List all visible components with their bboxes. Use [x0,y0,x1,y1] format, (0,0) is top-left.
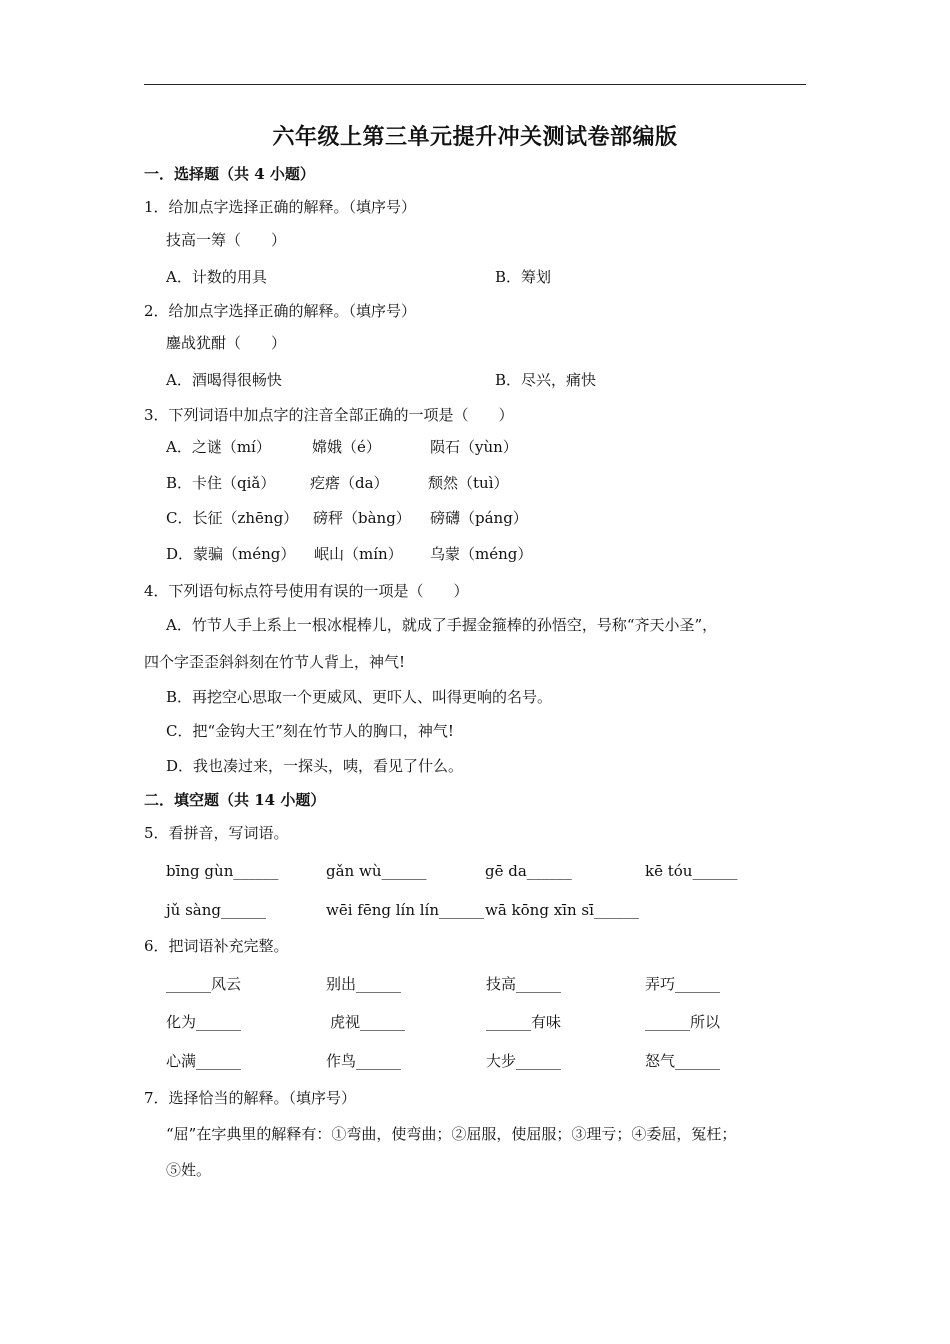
pinyin-blank: jǔ sàng______ [166,901,266,919]
pinyin-blank: bīng gùn______ [166,862,279,880]
idiom-blank: 作鸟______ [326,1052,402,1070]
question-4-stem: 4．下列语句标点符号使用有误的一项是（ ） [144,582,469,600]
question-4-option-a-line1: A．竹节人手上系上一根冰棍棒儿，就成了手握金箍棒的孙悟空，号称“齐天小圣”， [166,616,718,634]
question-3-option-c-2: 磅秤（bàng） [313,509,411,527]
question-3-option-d-1: D．蒙骗（méng） [166,545,296,563]
idiom-blank: 弄巧______ [645,975,721,993]
header-rule [144,84,806,85]
question-3-option-b-3: 颓然（tuì） [428,474,509,492]
idiom-blank: 化为______ [166,1013,242,1031]
question-7-definition-line1: “屈”在字典里的解释有：①弯曲，使弯曲；②屈服，使屈服；③理亏；④委屈，冤枉； [166,1125,737,1143]
idiom-blank: 怒气______ [645,1052,721,1070]
question-2-stem: 2．给加点字选择正确的解释。（填序号） [144,302,417,320]
question-7-definition-line2: ⑤姓。 [166,1161,212,1179]
idiom-blank: 虎视______ [330,1013,406,1031]
idiom-blank: 别出______ [326,975,402,993]
pinyin-blank: gǎn wù______ [326,862,427,880]
question-3-option-a-1: A．之谜（mí） [166,438,271,456]
question-3-stem: 3．下列词语中加点字的注音全部正确的一项是（ ） [144,406,514,424]
question-3-option-b-2: 疙瘩（da） [310,474,389,492]
question-6-stem: 6．把词语补充完整。 [144,937,289,955]
question-3-option-a-3: 陨石（yùn） [430,438,518,456]
pinyin-blank: wēi fēng lín lín______ [326,901,485,919]
question-1-option-a: A．计数的用具 [166,268,267,286]
idiom-blank: 技高______ [486,975,562,993]
pinyin-blank: kē tóu______ [645,862,738,880]
question-3-option-b-1: B．卡住（qiǎ） [166,474,276,492]
question-4-option-a-line2: 四个字歪歪斜斜刻在竹节人背上，神气! [144,653,406,671]
question-2-option-b: B．尽兴，痛快 [495,371,597,389]
question-1-stem: 1．给加点字选择正确的解释。（填序号） [144,198,417,216]
question-2-item: 鏖战犹酣（ ） [166,334,287,352]
question-2-option-a: A．酒喝得很畅快 [166,371,282,389]
idiom-blank: 心满______ [166,1052,242,1070]
idiom-blank: ______所以 [645,1013,721,1031]
idiom-blank: ______有味 [486,1013,562,1031]
question-3-option-d-3: 乌蒙（méng） [430,545,533,563]
question-1-option-b: B．筹划 [495,268,552,286]
question-4-option-d: D．我也凑过来，一探头，咦，看见了什么。 [166,757,464,775]
pinyin-blank: wā kōng xīn sī______ [485,901,639,919]
idiom-blank: ______风云 [166,975,242,993]
question-3-option-c-3: 磅礴（páng） [430,509,528,527]
question-3-option-d-2: 岷山（mín） [314,545,403,563]
question-1-item: 技高一筹（ ） [166,231,287,249]
question-5-stem: 5．看拼音，写词语。 [144,824,289,842]
question-4-option-c: C．把“金钩大王”刻在竹节人的胸口，神气! [166,722,454,740]
page-title: 六年级上第三单元提升冲关测试卷部编版 [272,124,678,150]
section-heading-fill: 二．填空题（共 14 小题） [144,791,326,809]
section-heading-choice: 一．选择题（共 4 小题） [144,165,315,183]
idiom-blank: 大步______ [486,1052,562,1070]
question-3-option-a-2: 嫦娥（é） [312,438,381,456]
question-3-option-c-1: C．长征（zhēng） [166,509,299,527]
question-4-option-b: B．再挖空心思取一个更威风、更吓人、叫得更响的名号。 [166,688,553,706]
pinyin-blank: gē da______ [485,862,572,880]
question-7-stem: 7．选择恰当的解释。（填序号） [144,1089,357,1107]
